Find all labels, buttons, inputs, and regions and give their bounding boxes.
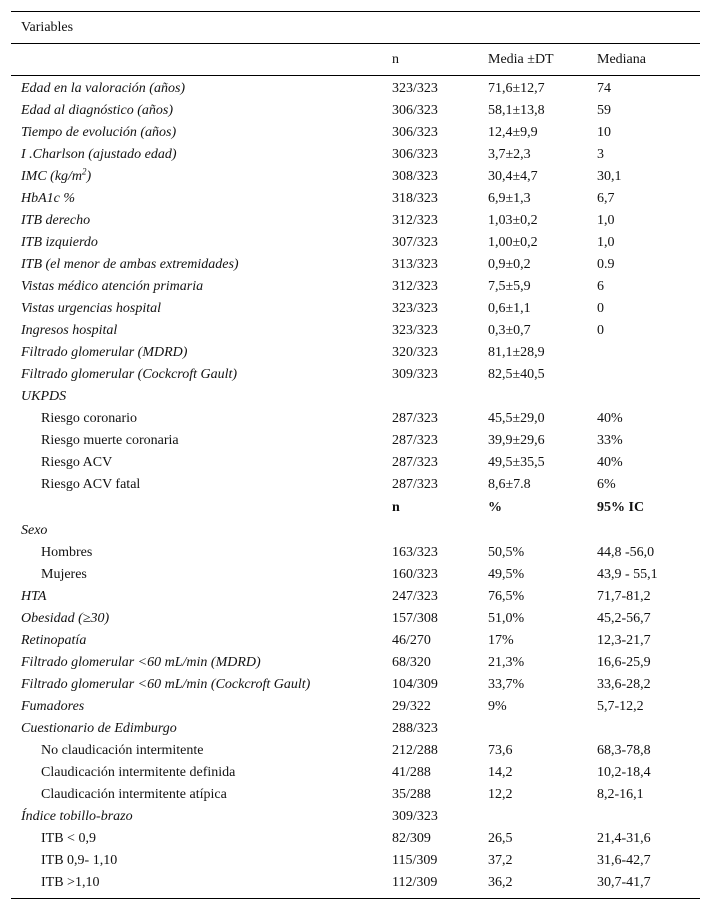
row-median: 0.9 [597, 257, 615, 272]
row-pct: 17% [488, 633, 514, 648]
row-n: 115/309 [392, 853, 438, 868]
row-median: 6% [597, 477, 616, 492]
row-n: 68/320 [392, 655, 431, 670]
row-n: 35/288 [392, 787, 431, 802]
table-row [11, 342, 700, 364]
table-row [11, 210, 700, 232]
row-mean: 81,1±28,9 [488, 345, 545, 360]
row-n: 323/323 [392, 81, 438, 96]
table-row [11, 100, 700, 122]
table-row [11, 740, 700, 762]
row-label [21, 166, 91, 188]
table-row [11, 762, 700, 784]
row-label: Filtrado glomerular <60 mL/min (Cockcroft Gault) [21, 677, 311, 692]
row-mean: 0,6±1,1 [488, 301, 531, 316]
row-label: Filtrado glomerular <60 mL/min (MDRD) [21, 655, 261, 670]
row-label: Vistas médico atención primaria [21, 279, 204, 294]
row-label: Tiempo de evolución (años) [21, 125, 177, 140]
row-n: 318/323 [392, 191, 438, 206]
col-header-mean: Media ±DT [488, 52, 554, 67]
row-median: 1,0 [597, 213, 615, 228]
table-row [11, 144, 700, 166]
row-ci: 10,2-18,4 [597, 765, 651, 780]
group-label: Índice tobillo-brazo [21, 809, 133, 824]
header-bottom-rule [11, 75, 700, 76]
table-row [11, 872, 700, 894]
group-label: Sexo [21, 523, 48, 538]
row-label: Riesgo coronario [41, 411, 138, 426]
row-n: 157/308 [392, 611, 438, 626]
row-median: 3 [597, 147, 604, 162]
row-n: 287/323 [392, 411, 438, 426]
row-mean: 7,5±5,9 [488, 279, 531, 294]
group-header-ukpds [11, 386, 700, 408]
row-ci: 16,6-25,9 [597, 655, 651, 670]
row-ci: 31,6-42,7 [597, 853, 651, 868]
row-label: Riesgo muerte coronaria [41, 433, 179, 448]
row-mean: 3,7±2,3 [488, 147, 531, 162]
table-row [11, 652, 700, 674]
row-pct: 26,5 [488, 831, 513, 846]
table-row [11, 232, 700, 254]
group-header-edimburgo [11, 718, 700, 740]
group-n: 309/323 [392, 809, 438, 824]
row-pct: 49,5% [488, 567, 525, 582]
table-row [11, 298, 700, 320]
row-n: 82/309 [392, 831, 431, 846]
row-n: 287/323 [392, 455, 438, 470]
row-label: ITB izquierdo [21, 235, 98, 250]
row-n: 313/323 [392, 257, 438, 272]
table-row [11, 542, 700, 564]
table-row [11, 166, 700, 188]
row-median: 0 [597, 301, 604, 316]
row-label: Hombres [41, 545, 93, 560]
row-label: Edad al diagnóstico (años) [21, 103, 174, 118]
row-mean: 1,03±0,2 [488, 213, 538, 228]
row-label: ITB (el menor de ambas extremidades) [21, 257, 239, 272]
row-median: 30,1 [597, 169, 622, 184]
row-ci: 45,2-56,7 [597, 611, 651, 626]
row-label: Riesgo ACV fatal [41, 477, 141, 492]
row-ci: 8,2-16,1 [597, 787, 644, 802]
row-median: 33% [597, 433, 623, 448]
group-n: 288/323 [392, 721, 438, 736]
row-n: 287/323 [392, 433, 438, 448]
col-header-n: n [392, 52, 399, 67]
row-n: 309/323 [392, 367, 438, 382]
row-n: 287/323 [392, 477, 438, 492]
row-median: 74 [597, 81, 611, 96]
row-ci: 43,9 - 55,1 [597, 567, 658, 582]
row-n: 247/323 [392, 589, 438, 604]
col-header-median: Mediana [597, 52, 646, 67]
table-row [11, 254, 700, 276]
row-ci: 33,6-28,2 [597, 677, 651, 692]
table-row [11, 276, 700, 298]
row-label: Filtrado glomerular (MDRD) [21, 345, 188, 360]
row-label: ITB derecho [21, 213, 91, 228]
row-ci: 5,7-12,2 [597, 699, 644, 714]
row-n: 306/323 [392, 125, 438, 140]
row-label: Claudicación intermitente definida [41, 765, 236, 780]
row-label: Edad en la valoración (años) [21, 81, 186, 96]
row-n: 104/309 [392, 677, 438, 692]
row-n: 160/323 [392, 567, 438, 582]
row-mean: 45,5±29,0 [488, 411, 545, 426]
table-row [11, 408, 700, 430]
row-mean: 58,1±13,8 [488, 103, 545, 118]
table-row [11, 122, 700, 144]
row-pct: 37,2 [488, 853, 513, 868]
row-pct: 21,3% [488, 655, 525, 670]
row-n: 308/323 [392, 169, 438, 184]
row-n: 306/323 [392, 103, 438, 118]
row-label: Obesidad (≥30) [21, 611, 110, 626]
row-n: 29/322 [392, 699, 431, 714]
row-pct: 73,6 [488, 743, 513, 758]
row-pct: 33,7% [488, 677, 525, 692]
table-row [11, 188, 700, 210]
row-label: ITB 0,9- 1,10 [41, 853, 118, 868]
row-label: Vistas urgencias hospital [21, 301, 161, 316]
row-label: HbA1c % [21, 191, 76, 206]
table-row [11, 78, 700, 100]
row-mean: 6,9±1,3 [488, 191, 531, 206]
label-text: IMC (kg/m [21, 169, 83, 184]
table-row [11, 586, 700, 608]
row-pct: 51,0% [488, 611, 525, 626]
row-n: 163/323 [392, 545, 438, 560]
table-row [11, 452, 700, 474]
row-label: Filtrado glomerular (Cockcroft Gault) [21, 367, 238, 382]
row-n: 312/323 [392, 213, 438, 228]
group-header-itb [11, 806, 700, 828]
row-pct: 50,5% [488, 545, 525, 560]
row-ci: 68,3-78,8 [597, 743, 651, 758]
row-n: 320/323 [392, 345, 438, 360]
row-median: 10 [597, 125, 611, 140]
row-label: Mujeres [41, 567, 87, 582]
col-header-pct: % [488, 500, 502, 515]
row-label: Claudicación intermitente atípica [41, 787, 227, 802]
table-row [11, 564, 700, 586]
row-label: ITB < 0,9 [41, 831, 96, 846]
row-ci: 21,4-31,6 [597, 831, 651, 846]
table-row [11, 474, 700, 496]
table-row [11, 828, 700, 850]
group-header-sexo [11, 520, 700, 542]
row-n: 323/323 [392, 301, 438, 316]
row-n: 212/288 [392, 743, 438, 758]
label-end: ) [86, 169, 92, 184]
row-label: No claudicación intermitente [41, 743, 204, 758]
row-mean: 8,6±7.8 [488, 477, 531, 492]
row-mean: 0,3±0,7 [488, 323, 531, 338]
row-label: I .Charlson (ajustado edad) [21, 147, 177, 162]
row-median: 6,7 [597, 191, 615, 206]
row-mean: 49,5±35,5 [488, 455, 545, 470]
row-ci: 44,8 -56,0 [597, 545, 655, 560]
table-row [11, 674, 700, 696]
table-row [11, 608, 700, 630]
row-median: 40% [597, 411, 623, 426]
row-mean: 71,6±12,7 [488, 81, 545, 96]
row-n: 41/288 [392, 765, 431, 780]
row-median: 59 [597, 103, 611, 118]
row-pct: 14,2 [488, 765, 513, 780]
row-pct: 76,5% [488, 589, 525, 604]
row-mean: 82,5±40,5 [488, 367, 545, 382]
table-row [11, 784, 700, 806]
row-n: 307/323 [392, 235, 438, 250]
row-mean: 30,4±4,7 [488, 169, 538, 184]
row-mean: 12,4±9,9 [488, 125, 538, 140]
row-n: 112/309 [392, 875, 438, 890]
column-header-row-2 [11, 496, 700, 520]
row-pct: 36,2 [488, 875, 513, 890]
row-mean: 39,9±29,6 [488, 433, 545, 448]
group-label: Cuestionario de Edimburgo [21, 721, 177, 736]
row-pct: 9% [488, 699, 507, 714]
row-label: HTA [21, 589, 47, 604]
row-median: 6 [597, 279, 604, 294]
row-pct: 12,2 [488, 787, 513, 802]
row-median: 0 [597, 323, 604, 338]
row-label: Fumadores [21, 699, 85, 714]
row-n: 312/323 [392, 279, 438, 294]
group-label: UKPDS [21, 389, 67, 404]
table-row [11, 630, 700, 652]
table-title: Variables [21, 20, 74, 35]
row-mean: 1,00±0,2 [488, 235, 538, 250]
data-table [11, 11, 700, 899]
table-row [11, 696, 700, 718]
col-header-ci: 95% IC [597, 500, 645, 515]
row-n: 323/323 [392, 323, 438, 338]
row-ci: 30,7-41,7 [597, 875, 651, 890]
col-header-n-2: n [392, 500, 400, 515]
row-ci: 12,3-21,7 [597, 633, 651, 648]
row-label: ITB >1,10 [41, 875, 100, 890]
row-n: 306/323 [392, 147, 438, 162]
row-mean: 0,9±0,2 [488, 257, 531, 272]
table-row [11, 320, 700, 342]
row-label: Riesgo ACV [41, 455, 113, 470]
table-row [11, 364, 700, 386]
row-median: 1,0 [597, 235, 615, 250]
row-n: 46/270 [392, 633, 431, 648]
column-header-row [11, 44, 700, 75]
table-row [11, 430, 700, 452]
row-ci: 71,7-81,2 [597, 589, 651, 604]
superscript: 2 [82, 166, 87, 177]
bottom-rule [11, 898, 700, 899]
row-label: Retinopatía [21, 633, 87, 648]
table-row [11, 850, 700, 872]
row-label: Ingresos hospital [21, 323, 118, 338]
row-median: 40% [597, 455, 623, 470]
